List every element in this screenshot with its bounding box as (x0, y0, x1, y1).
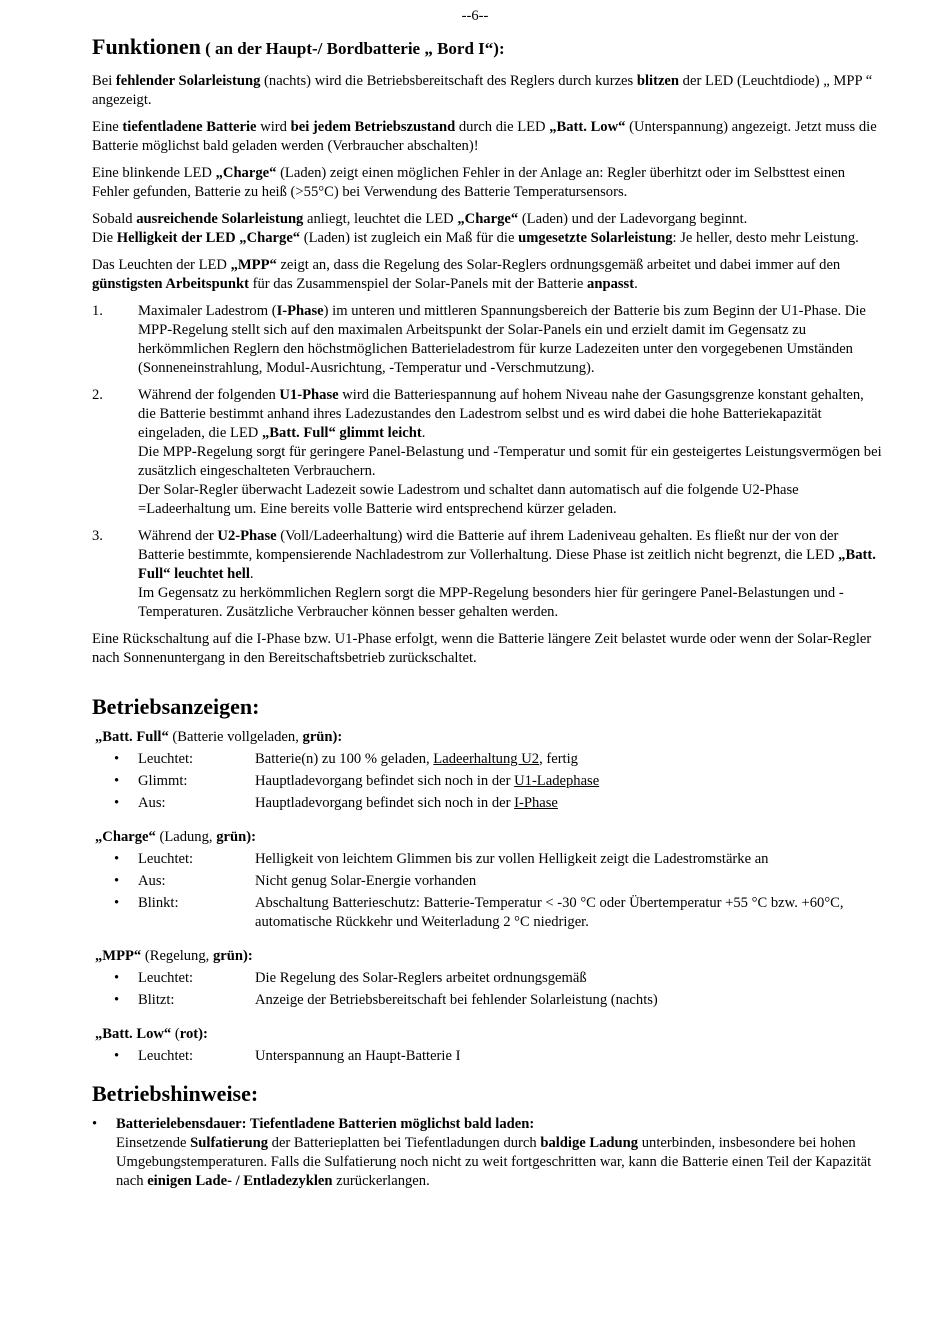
bullet-icon: • (114, 895, 120, 911)
text-run: für das Zusammenspiel der Solar-Panels mit der Batterie (248, 276, 588, 292)
led-state-description (255, 894, 875, 932)
bold-text: grün (212, 948, 243, 964)
text-run: Abschaltung Batterieschutz: Batterie-Temperatur < -30 °C oder Übertemperatur +55 °C bzw. +60°C, automatische Rückkehr und Weiterladung 2 °C niedriger. (255, 895, 844, 930)
paragraph-charge-blink (92, 164, 882, 202)
text-run: Hauptladevorgang befindet sich noch in der (255, 773, 515, 789)
text-run: Helligkeit von leichtem Glimmen bis zur vollen Helligkeit zeigt die Ladestromstärke an (255, 851, 769, 867)
led-state-description (255, 1047, 875, 1066)
led-state-label: Blinkt: (138, 895, 179, 911)
led-state-label: Aus: (138, 795, 166, 811)
bold-text: „Charge“ (215, 165, 277, 181)
led-status-item (92, 850, 882, 869)
text-run: wird (256, 119, 291, 135)
text-run: , fertig (539, 751, 578, 767)
text-run: durch die LED (455, 119, 550, 135)
led-status-list (92, 969, 882, 1010)
text-run: Sobald (92, 211, 137, 227)
section-title-betriebsanzeigen: Betriebsanzeigen: (92, 694, 260, 719)
text-run: Die Regelung des Solar-Reglers arbeitet ordnungsgemäß (255, 970, 587, 986)
text-run: Hauptladevorgang befindet sich noch in der (255, 795, 515, 811)
text-run: (Laden) ist zugleich ein Maß für die (300, 230, 519, 246)
bullet-icon: • (114, 970, 120, 986)
led-status-list (92, 850, 882, 932)
led-state-description (255, 872, 875, 891)
bold-text: blitzen (636, 73, 680, 89)
phase-item (92, 527, 882, 622)
title-main: Funktionen (92, 34, 201, 59)
paragraph-mpp-light (92, 256, 882, 294)
text-run: Im Gegensatz zu herkömmlichen Reglern sorgt die MPP-Regelung besonders hier für geringere Panel-Belastungen und -Temperaturen. Zusätzliche Verbraucher können besser gehalten werden. (138, 585, 844, 620)
bold-text: tiefentladene Batterie (122, 119, 257, 135)
bold-text: „Batt. Full“ (95, 729, 169, 745)
bold-text: „Batt. Full“ leuchtet hell (138, 547, 876, 582)
underlined-text: U1-Ladephase (514, 773, 600, 789)
bold-text: ): (332, 729, 343, 745)
text-run: (Laden) und der Ladevorgang beginnt. (518, 211, 748, 227)
text-run: Nicht genug Solar-Energie vorhanden (255, 873, 477, 889)
text-run: Das Leuchten der LED (92, 257, 231, 273)
led-state-label: Blitzt: (138, 992, 175, 1008)
led-state-description (255, 794, 875, 813)
text-run: Eine blinkende LED (92, 165, 216, 181)
phase-text (138, 528, 876, 582)
bold-text: I-Phase (276, 303, 324, 319)
phase-number: 1. (92, 303, 103, 319)
led-status-item (92, 969, 882, 988)
led-status-list (92, 750, 882, 813)
underlined-text: Ladeerhaltung U2 (433, 751, 540, 767)
text-run: wird die Batteriespannung auf hohem Niveau nahe der Gasungsgrenze konstant gehalten, die Batterie bestimmt anhand ihres Ladezustandes den Ladestrom selbst und es wird dabei die hohe Batteriekapazität eingeladen, die LED (138, 387, 864, 441)
charging-phases-list (92, 302, 882, 622)
bold-text: U2-Phase (217, 528, 277, 544)
phase-number: 3. (92, 528, 103, 544)
bullet-icon: • (114, 851, 120, 867)
phase-item (92, 386, 882, 519)
text-run: Während der (138, 528, 218, 544)
led-state-label: Leuchtet: (138, 751, 194, 767)
bold-text: ): (246, 829, 256, 845)
text-run: Die MPP-Regelung sorgt für geringere Panel-Belastung und -Temperatur und somit für ein gesteigertes Leistungsvermögen bei zusätzlich eingeschalteten Verbrauchern. (138, 444, 882, 479)
bold-text: Sulfatierung (190, 1135, 268, 1151)
charge-brightness-sentence (92, 230, 859, 246)
phase-item (92, 302, 882, 378)
led-state-description (255, 750, 875, 769)
charge-on-sentence (92, 211, 747, 227)
led-status-item (92, 872, 882, 891)
bold-text: „Charge“ (457, 211, 519, 227)
led-status-item (92, 750, 882, 769)
led-state-description (255, 969, 875, 988)
phase-text (138, 444, 882, 479)
paragraph-fallback (92, 630, 882, 668)
text-run: Bei (92, 73, 116, 89)
operating-notes-list (92, 1115, 882, 1191)
note-heading: Batterielebensdauer: Tiefentladene Batterien möglichst bald laden: (116, 1116, 535, 1132)
led-state-description (255, 850, 875, 869)
text-run: ) im unteren und mittleren Spannungsbereich der Batterie bis zum Beginn der U1-Phase. Die MPP-Regelung stellt sich auf den maximalen Arbeitspunkt der Solar-Panels ein und erzielt damit im Gegensatz zu herkömmlichen Reglern den höchstmöglichen Batterieladestrom für kurze Ladezeiten unter den vorgegebenen Umständen (Sonneneinstrahlung, Modul-Ausrichtung, -Temperatur und -Verschmutzung). (138, 303, 866, 376)
phase-text (138, 387, 864, 441)
text-run: Einsetzende (116, 1135, 191, 1151)
text-run: (nachts) wird die Betriebsbereitschaft des Reglers durch kurzes (260, 73, 637, 89)
bullet-icon: • (114, 873, 120, 889)
text-run: . (249, 566, 254, 582)
led-state-label: Leuchtet: (138, 851, 194, 867)
led-status-item (92, 772, 882, 791)
bold-text: grün (216, 829, 247, 845)
led-state-description (255, 772, 875, 791)
text-run: (Voll/Ladeerhaltung) wird die Batterie auf ihrem Ladeniveau gehalten. Es fließt nur der von der Batterie bestimmte, kompensierende Nachladestrom zur Vollerhaltung. Diese Phase ist zeitlich nicht begrenzt, die LED (138, 528, 839, 563)
text-run: Die (92, 230, 117, 246)
text-run: Batterie(n) zu 100 % geladen, (255, 751, 434, 767)
text-run: ( (171, 1026, 180, 1042)
text-run: (Batterie vollgeladen, (168, 729, 303, 745)
document-body (92, 34, 882, 1191)
bold-text: fehlender Solarleistung (115, 73, 261, 89)
bold-text: grün (302, 729, 333, 745)
bold-text: günstigsten Arbeitspunkt (92, 276, 249, 292)
bullet-icon: • (114, 795, 120, 811)
led-state-label: Leuchtet: (138, 1048, 194, 1064)
paragraph-charge-brightness (92, 210, 882, 248)
text-run: Eine (92, 119, 123, 135)
led-group-heading (95, 947, 882, 966)
bold-text: anpasst (587, 276, 635, 292)
operating-note (92, 1115, 882, 1191)
bold-text: U1-Phase (279, 387, 339, 403)
bold-text: „Batt. Low“ (95, 1026, 172, 1042)
phase-text (138, 585, 844, 620)
text-run: Der Solar-Regler überwacht Ladezeit sowie Ladestrom und schaltet dann automatisch auf die folgende U2-Phase =Ladeerhaltung um. Eine bereits volle Batterie wird entsprechend kürzer geladen. (138, 482, 799, 517)
text-run: : Je heller, desto mehr Leistung. (672, 230, 859, 246)
text-run: Eine Rückschaltung auf die I-Phase bzw. U1-Phase erfolgt, wenn die Batterie längere Zeit belastet wurde oder wenn der Solar-Regler nach Sonnenuntergang in den Bereitschaftsbetrieb zurückschaltet. (92, 631, 872, 666)
text-run: zeigt an, dass die Regelung des Solar-Reglers ordnungsgemäß arbeitet und dabei immer auf den (276, 257, 841, 273)
phase-text (138, 303, 866, 376)
section-title-betriebshinweise: Betriebshinweise: (92, 1081, 259, 1106)
bold-text: bei jedem Betriebszustand (290, 119, 456, 135)
text-run: der LED (Leuchtdiode) „ MPP “ angezeigt. (92, 73, 873, 108)
text-run: . (421, 425, 426, 441)
bullet-icon: • (114, 773, 120, 789)
led-status-item (92, 894, 882, 932)
phase-number: 2. (92, 387, 103, 403)
bold-text: „MPP“ (95, 948, 142, 964)
led-state-label: Aus: (138, 873, 166, 889)
note-body (116, 1135, 871, 1189)
text-run: (Unterspannung) angezeigt. Jetzt muss die Batterie möglichst bald geladen werden (Verbraucher abschalten)! (92, 119, 877, 154)
led-status-item (92, 1047, 882, 1066)
led-group-heading (95, 728, 882, 747)
underlined-text: I-Phase (514, 795, 558, 811)
paragraph-batt-low (92, 118, 882, 156)
text-run: unterbinden, insbesondere bei hohen Umgebungstemperaturen. Falls die Sulfatierung noch nicht zu weit fortgeschritten war, kann die Batterie einen Teil der Kapazität nach (116, 1135, 872, 1189)
led-status-list (92, 1047, 882, 1066)
bold-text: ausreichende Solarleistung (136, 211, 304, 227)
text-run: Anzeige der Betriebsbereitschaft bei fehlender Solarleistung (nachts) (255, 992, 658, 1008)
bold-text: Helligkeit der LED „Charge“ (116, 230, 301, 246)
bullet-icon: • (114, 751, 120, 767)
bold-text: „Charge“ (95, 829, 156, 845)
text-run: der Batterieplatten bei Tiefentladungen durch (268, 1135, 541, 1151)
bold-text: rot (179, 1026, 199, 1042)
text-run: Maximaler Ladestrom ( (138, 303, 277, 319)
text-run: (Regelung, (141, 948, 213, 964)
bold-text: umgesetzte Solarleistung (518, 230, 673, 246)
text-run: Unterspannung an Haupt-Batterie I (255, 1048, 461, 1064)
led-group-heading (95, 1025, 882, 1044)
section-title-funktionen (92, 34, 882, 62)
bold-text: „MPP“ (230, 257, 277, 273)
text-run: (Ladung, (155, 829, 217, 845)
bullet-icon: • (114, 1048, 120, 1064)
text-run: anliegt, leuchtet die LED (303, 211, 458, 227)
page-number: --6-- (461, 8, 489, 24)
bold-text: ): (242, 948, 253, 964)
bullet-icon: • (92, 1116, 98, 1132)
bold-text: ): (198, 1026, 208, 1042)
led-state-description (255, 991, 875, 1010)
text-run: Während der folgenden (138, 387, 280, 403)
led-status-item (92, 991, 882, 1010)
text-run: zurückerlangen. (332, 1173, 430, 1189)
bold-text: baldige Ladung (540, 1135, 639, 1151)
phase-text (138, 482, 799, 517)
title-sub: ( an der Haupt-/ Bordbatterie „ Bord I“): (200, 39, 505, 58)
paragraph-mpp-night (92, 72, 882, 110)
led-group-heading (95, 828, 882, 847)
text-run: . (634, 276, 638, 292)
led-state-label: Glimmt: (138, 773, 188, 789)
bold-text: einigen Lade- / Entladezyklen (147, 1173, 333, 1189)
bold-text: „Batt. Low“ (549, 119, 626, 135)
led-status-groups (92, 728, 882, 1066)
led-state-label: Leuchtet: (138, 970, 194, 986)
text-run: (Laden) zeigt einen möglichen Fehler in der Anlage an: Regler überhitzt oder im Selbsttest einen Fehler gefunden, Batterie zu heiß (>55°C) bei Verwendung des Batterie Temperatursensors. (92, 165, 845, 200)
led-status-item (92, 794, 882, 813)
bold-text: „Batt. Full“ glimmt leicht (262, 425, 422, 441)
bullet-icon: • (114, 992, 120, 1008)
